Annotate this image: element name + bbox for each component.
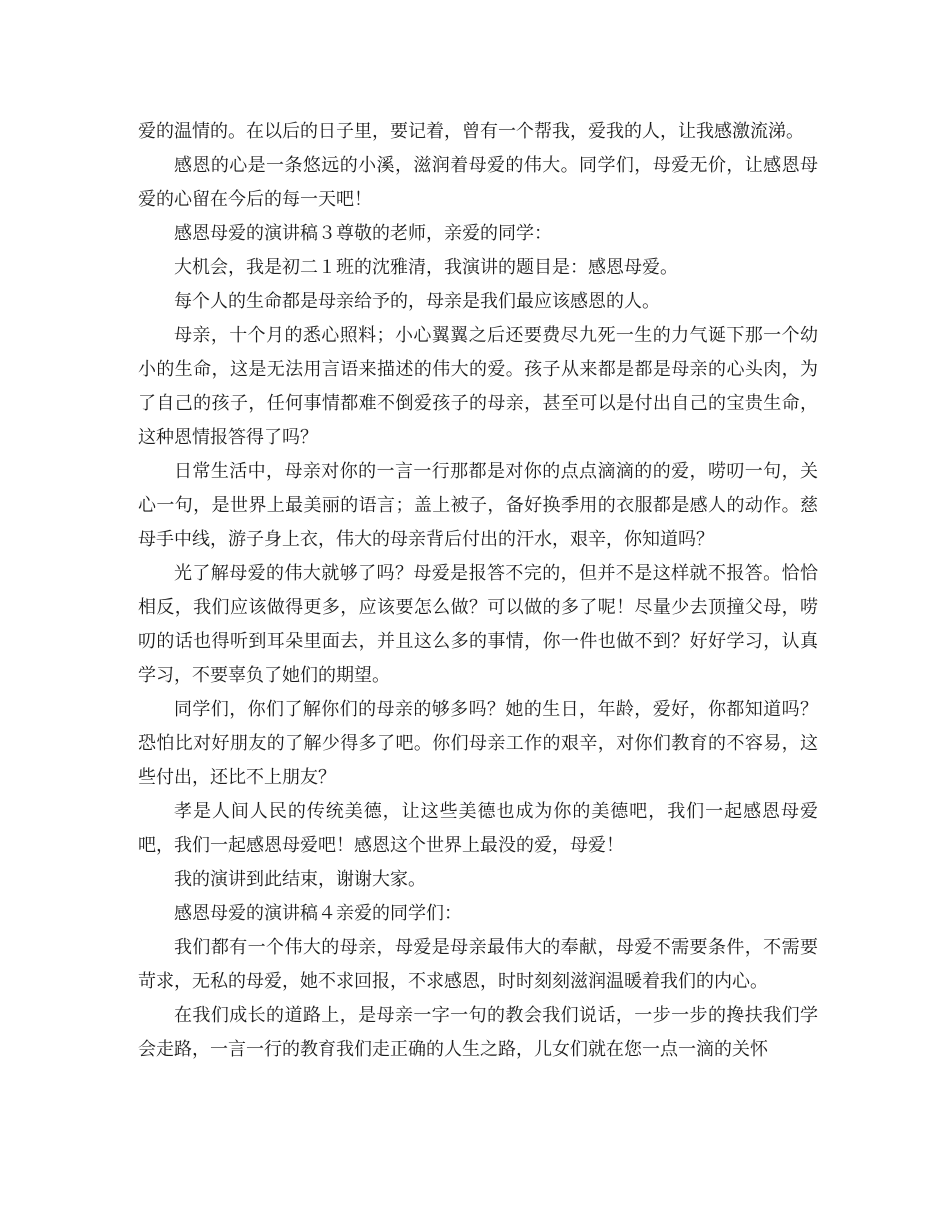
paragraph: 我的演讲到此结束，谢谢大家。	[174, 869, 426, 890]
paragraph: 感恩的心是一条悠远的小溪，滋润着母爱的伟大。同学们，母爱无价，让感恩母爱的心留在今后的每一天吧！	[138, 155, 818, 210]
section-heading: 感恩母爱的演讲稿３尊敬的老师，亲爱的同学：	[174, 223, 552, 244]
paragraph: 同学们，你们了解你们的母亲的够多吗？她的生日，年龄，爱好，你都知道吗？恐怕比对好朋友的了解少得多了吧。你们母亲工作的艰辛，对你们教育的不容易，这些付出，还比不上朋友？	[138, 699, 818, 788]
paragraph: 日常生活中，母亲对你的一言一行那都是对你的点点滴滴的的爱，唠叨一句，关心一句，是世界上最美丽的语言；盖上被子，备好换季用的衣服都是感人的动作。慈母手中线，游子身上衣，伟大的母亲背后付出的汗水，艰辛，你知道吗？	[138, 461, 818, 550]
paragraph: 我们都有一个伟大的母亲，母爱是母亲最伟大的奉献，母爱不需要条件，不需要苛求，无私的母爱，她不求回报，不求感恩，时时刻刻滋润温暖着我们的内心。	[138, 937, 818, 992]
paragraph: 爱的温情的。在以后的日子里，要记着，曾有一个帮我，爱我的人，让我感激流涕。	[138, 121, 804, 142]
document-body	[138, 115, 818, 1067]
paragraph: 母亲，十个月的悉心照料；小心翼翼之后还要费尽九死一生的力气诞下那一个幼小的生命，这是无法用言语来描述的伟大的爱。孩子从来都是都是母亲的心头肉，为了自己的孩子，任何事情都难不倒爱孩子的母亲，甚至可以是付出自己的宝贵生命，这种恩情报答得了吗？	[138, 325, 818, 448]
paragraph: 每个人的生命都是母亲给予的，母亲是我们最应该感恩的人。	[174, 291, 660, 312]
section-heading: 感恩母爱的演讲稿４亲爱的同学们：	[174, 903, 462, 924]
paragraph: 在我们成长的道路上，是母亲一字一句的教会我们说话，一步一步的搀扶我们学会走路，一言一行的教育我们走正确的人生之路，儿女们就在您一点一滴的关怀	[138, 1005, 818, 1060]
paragraph: 孝是人间人民的传统美德，让这些美德也成为你的美德吧，我们一起感恩母爱吧，我们一起感恩母爱吧！感恩这个世界上最没的爱，母爱！	[138, 801, 818, 856]
paragraph: 大机会，我是初二１班的沈雅清，我演讲的题目是：感恩母爱。	[174, 257, 678, 278]
paragraph: 光了解母爱的伟大就够了吗？母爱是报答不完的，但并不是这样就不报答。恰恰相反，我们应该做得更多，应该要怎么做？可以做的多了呢！尽量少去顶撞父母，唠叨的话也得听到耳朵里面去，并且这么多的事情，你一件也做不到？好好学习，认真学习，不要辜负了她们的期望。	[138, 563, 818, 686]
